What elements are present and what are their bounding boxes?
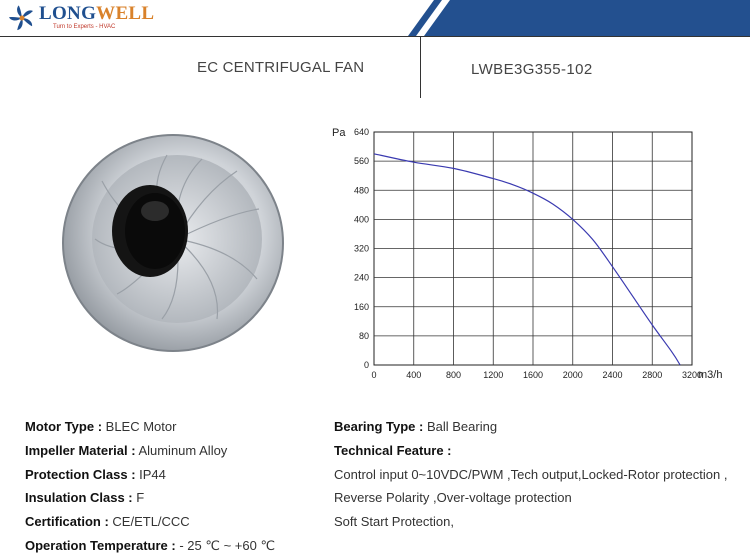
chart-y-tick-label: 240 [353, 272, 369, 283]
header [0, 0, 750, 36]
spec-key: Motor Type : [25, 419, 103, 434]
spec-operation-temperature [25, 538, 275, 554]
spec-key: Protection Class : [25, 467, 136, 482]
chart-y-tick-label: 0 [363, 360, 369, 370]
technical-feature-line: Soft Start Protection, [334, 514, 454, 529]
chart-y-tick-label: 560 [353, 156, 369, 167]
chart-x-ticks [371, 370, 702, 380]
spec-key: Technical Feature : [334, 443, 452, 458]
spec-key: Operation Temperature : [25, 538, 176, 553]
spec-key: Insulation Class : [25, 490, 133, 505]
chart-x-tick-label: 1200 [483, 370, 504, 380]
header-divider [0, 36, 750, 37]
spec-value: IP44 [135, 467, 166, 482]
technical-feature-line: Control input 0~10VDC/PWM ,Tech output,Locked-Rotor protection , [334, 467, 728, 482]
spec-key: Bearing Type : [334, 419, 424, 434]
chart-x-tick-label: 2800 [642, 370, 663, 380]
spec-value: CE/ETL/CCC [108, 514, 190, 529]
chart-y-tick-label: 480 [353, 185, 369, 196]
brand-logo: LONGWELL [39, 3, 155, 24]
chart-x-tick-label: 800 [445, 370, 462, 380]
technical-feature-line: Reverse Polarity ,Over-voltage protection [334, 490, 572, 505]
spec-value: Ball Bearing [423, 419, 498, 434]
spec-motor-type [25, 419, 176, 435]
spec-impeller-material [25, 443, 227, 459]
chart-x-tick-label: 400 [406, 370, 422, 380]
chart-x-tick-label: 0 [371, 370, 377, 380]
product-type-title: EC CENTRIFUGAL FAN [197, 59, 365, 76]
title-divider [420, 36, 421, 98]
spec-technical-feature-heading [334, 443, 452, 459]
fan-impeller-image [55, 131, 285, 361]
chart-y-tick-label: 400 [353, 214, 369, 225]
performance-chart [326, 120, 746, 390]
spec-bearing-type [334, 419, 497, 435]
chart-y-tick-label: 80 [358, 330, 369, 341]
model-number: LWBE3G355-102 [471, 61, 593, 78]
spec-value: F [132, 490, 145, 505]
chart-y-tick-label: 640 [353, 127, 369, 137]
spec-value: - 25 ℃ ~ +60 ℃ [175, 538, 276, 553]
header-stripes [390, 0, 750, 36]
brand-tagline: Turn to Experts - HVAC [53, 24, 116, 30]
fan-logo-icon [9, 5, 35, 31]
spec-insulation-class [25, 490, 144, 506]
spec-key: Impeller Material : [25, 443, 136, 458]
spec-value: Aluminum Alloy [135, 443, 228, 458]
chart-y-tick-label: 320 [353, 243, 369, 254]
chart-x-axis-label: m3/h [698, 369, 723, 381]
chart-x-tick-label: 2400 [602, 370, 623, 380]
spec-key: Certification : [25, 514, 109, 529]
chart-y-ticks [354, 127, 369, 370]
chart-x-tick-label: 2000 [562, 370, 583, 380]
chart-x-tick-label: 1600 [522, 370, 544, 380]
chart-x-tick-label: 3200 [681, 370, 703, 380]
spec-certification [25, 514, 190, 530]
chart-y-tick-label: 160 [353, 301, 369, 312]
spec-value: BLEC Motor [102, 419, 177, 434]
spec-protection-class [25, 467, 166, 483]
chart-y-axis-label: Pa [332, 127, 346, 139]
